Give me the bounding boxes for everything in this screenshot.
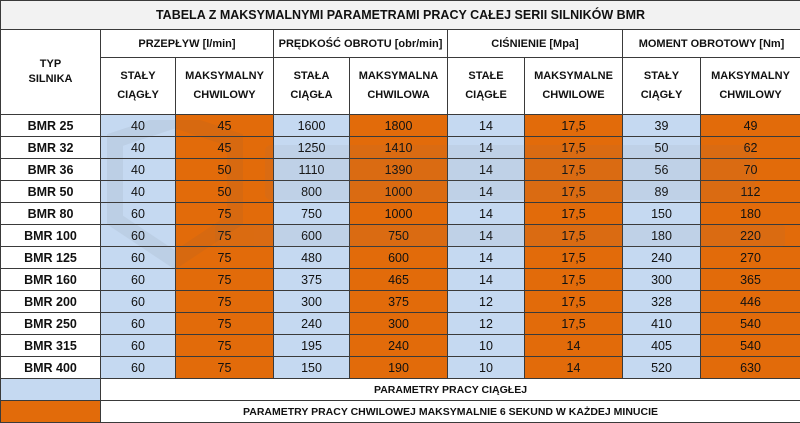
- pressure-const-cell: 14: [448, 159, 525, 181]
- speed-const-cell: 800: [274, 181, 350, 203]
- table-row: [1, 247, 800, 269]
- torque-max-cell: 365: [701, 269, 800, 291]
- subheader-line: CHWILOWA: [367, 89, 429, 101]
- model-cell: BMR 32: [1, 137, 101, 159]
- subheader-line: MAKSYMALNE: [534, 70, 613, 82]
- flow-max-cell: 75: [176, 225, 274, 247]
- table-row: [1, 313, 800, 335]
- type-header-line1: TYP: [40, 58, 61, 70]
- torque-const-cell: 410: [623, 313, 701, 335]
- speed-const-cell: 480: [274, 247, 350, 269]
- subheader-pressure-max: [525, 58, 623, 115]
- pressure-max-cell: 17,5: [525, 159, 623, 181]
- subheader-line: CIĄGŁA: [290, 89, 332, 101]
- speed-const-cell: 240: [274, 313, 350, 335]
- table-row: [1, 335, 800, 357]
- flow-const-cell: 40: [101, 137, 176, 159]
- torque-max-cell: 446: [701, 291, 800, 313]
- pressure-max-cell: 17,5: [525, 181, 623, 203]
- pressure-const-cell: 14: [448, 225, 525, 247]
- pressure-max-cell: 14: [525, 357, 623, 379]
- pressure-const-cell: 12: [448, 291, 525, 313]
- model-cell: BMR 200: [1, 291, 101, 313]
- flow-const-cell: 60: [101, 247, 176, 269]
- table-row: [1, 115, 800, 137]
- torque-max-cell: 62: [701, 137, 800, 159]
- speed-max-cell: 600: [350, 247, 448, 269]
- model-cell: BMR 100: [1, 225, 101, 247]
- model-cell: BMR 50: [1, 181, 101, 203]
- pressure-const-cell: 10: [448, 357, 525, 379]
- group-header-speed: PRĘDKOŚĆ OBROTU [obr/min]: [274, 30, 448, 58]
- torque-max-cell: 49: [701, 115, 800, 137]
- flow-const-cell: 40: [101, 115, 176, 137]
- legend-peak-label: PARAMETRY PRACY CHWILOWEJ MAKSYMALNIE 6 SEKUND W KAŻDEJ MINUCIE: [101, 401, 800, 423]
- pressure-const-cell: 14: [448, 269, 525, 291]
- flow-max-cell: 75: [176, 203, 274, 225]
- torque-const-cell: 50: [623, 137, 701, 159]
- torque-const-cell: 405: [623, 335, 701, 357]
- group-header-pressure: CIŚNIENIE [Mpa]: [448, 30, 623, 58]
- pressure-max-cell: 17,5: [525, 291, 623, 313]
- flow-max-cell: 75: [176, 357, 274, 379]
- model-cell: BMR 315: [1, 335, 101, 357]
- torque-max-cell: 540: [701, 335, 800, 357]
- speed-const-cell: 300: [274, 291, 350, 313]
- group-header-torque: MOMENT OBROTOWY [Nm]: [623, 30, 800, 58]
- torque-const-cell: 240: [623, 247, 701, 269]
- torque-max-cell: 270: [701, 247, 800, 269]
- subheader-line: MAKSYMALNY: [711, 70, 790, 82]
- pressure-max-cell: 17,5: [525, 115, 623, 137]
- model-cell: BMR 25: [1, 115, 101, 137]
- flow-const-cell: 60: [101, 203, 176, 225]
- speed-const-cell: 1600: [274, 115, 350, 137]
- flow-const-cell: 40: [101, 181, 176, 203]
- subheader-torque-max: [701, 58, 800, 115]
- speed-max-cell: 300: [350, 313, 448, 335]
- flow-const-cell: 60: [101, 313, 176, 335]
- speed-const-cell: 1110: [274, 159, 350, 181]
- flow-max-cell: 45: [176, 115, 274, 137]
- pressure-max-cell: 17,5: [525, 247, 623, 269]
- torque-const-cell: 39: [623, 115, 701, 137]
- subheader-line: STAŁE: [468, 70, 503, 82]
- pressure-const-cell: 14: [448, 115, 525, 137]
- speed-max-cell: 1410: [350, 137, 448, 159]
- table-row: [1, 269, 800, 291]
- pressure-const-cell: 10: [448, 335, 525, 357]
- table-row: [1, 181, 800, 203]
- speed-const-cell: 195: [274, 335, 350, 357]
- speed-const-cell: 375: [274, 269, 350, 291]
- flow-const-cell: 60: [101, 291, 176, 313]
- group-header-flow: PRZEPŁYW [l/min]: [101, 30, 274, 58]
- speed-const-cell: 1250: [274, 137, 350, 159]
- subheader-line: CIĄGŁY: [117, 89, 159, 101]
- table-row: [1, 137, 800, 159]
- speed-max-cell: 750: [350, 225, 448, 247]
- speed-max-cell: 1000: [350, 203, 448, 225]
- torque-const-cell: 520: [623, 357, 701, 379]
- torque-const-cell: 328: [623, 291, 701, 313]
- torque-const-cell: 180: [623, 225, 701, 247]
- torque-const-cell: 300: [623, 269, 701, 291]
- pressure-const-cell: 12: [448, 313, 525, 335]
- torque-const-cell: 89: [623, 181, 701, 203]
- flow-max-cell: 75: [176, 335, 274, 357]
- flow-max-cell: 75: [176, 291, 274, 313]
- subheader-line: CIĄGŁY: [641, 89, 683, 101]
- flow-max-cell: 45: [176, 137, 274, 159]
- pressure-max-cell: 14: [525, 335, 623, 357]
- model-cell: BMR 250: [1, 313, 101, 335]
- table-row: [1, 225, 800, 247]
- model-cell: BMR 400: [1, 357, 101, 379]
- speed-const-cell: 150: [274, 357, 350, 379]
- model-cell: BMR 80: [1, 203, 101, 225]
- pressure-max-cell: 17,5: [525, 203, 623, 225]
- flow-const-cell: 40: [101, 159, 176, 181]
- type-header: [1, 30, 101, 115]
- legend-continuous-label: PARAMETRY PRACY CIĄGŁEJ: [101, 379, 800, 401]
- flow-max-cell: 50: [176, 181, 274, 203]
- torque-const-cell: 150: [623, 203, 701, 225]
- subheader-line: MAKSYMALNA: [359, 70, 438, 82]
- speed-const-cell: 750: [274, 203, 350, 225]
- subheader-flow-const: [101, 58, 176, 115]
- subheader-pressure-const: [448, 58, 525, 115]
- pressure-const-cell: 14: [448, 203, 525, 225]
- flow-max-cell: 75: [176, 313, 274, 335]
- pressure-max-cell: 17,5: [525, 313, 623, 335]
- flow-max-cell: 75: [176, 269, 274, 291]
- torque-max-cell: 70: [701, 159, 800, 181]
- subheader-torque-const: [623, 58, 701, 115]
- torque-max-cell: 540: [701, 313, 800, 335]
- speed-max-cell: 465: [350, 269, 448, 291]
- subheader-flow-max: [176, 58, 274, 115]
- table-row: [1, 357, 800, 379]
- speed-max-cell: 240: [350, 335, 448, 357]
- subheader-line: MAKSYMALNY: [185, 70, 264, 82]
- table-row: [1, 159, 800, 181]
- subheader-speed-const: [274, 58, 350, 115]
- speed-max-cell: 1390: [350, 159, 448, 181]
- subheader-speed-max: [350, 58, 448, 115]
- flow-max-cell: 50: [176, 159, 274, 181]
- torque-max-cell: 220: [701, 225, 800, 247]
- flow-const-cell: 60: [101, 357, 176, 379]
- flow-const-cell: 60: [101, 335, 176, 357]
- table-row: [1, 203, 800, 225]
- speed-max-cell: 190: [350, 357, 448, 379]
- flow-const-cell: 60: [101, 225, 176, 247]
- pressure-max-cell: 17,5: [525, 137, 623, 159]
- speed-max-cell: 1000: [350, 181, 448, 203]
- pressure-max-cell: 17,5: [525, 225, 623, 247]
- pressure-const-cell: 14: [448, 181, 525, 203]
- pressure-max-cell: 17,5: [525, 269, 623, 291]
- speed-const-cell: 600: [274, 225, 350, 247]
- subheader-line: CHWILOWE: [542, 89, 604, 101]
- subheader-line: STAŁY: [644, 70, 679, 82]
- table-title: TABELA Z MAKSYMALNYMI PARAMETRAMI PRACY CAŁEJ SERII SILNIKÓW BMR: [1, 1, 800, 30]
- legend-swatch-continuous: [1, 379, 101, 401]
- torque-max-cell: 112: [701, 181, 800, 203]
- legend-swatch-peak: [1, 401, 101, 423]
- subheader-line: STAŁY: [120, 70, 155, 82]
- torque-const-cell: 56: [623, 159, 701, 181]
- flow-max-cell: 75: [176, 247, 274, 269]
- model-cell: BMR 160: [1, 269, 101, 291]
- subheader-line: CIĄGŁE: [465, 89, 507, 101]
- flow-const-cell: 60: [101, 269, 176, 291]
- speed-max-cell: 375: [350, 291, 448, 313]
- subheader-line: CHWILOWY: [193, 89, 255, 101]
- pressure-const-cell: 14: [448, 137, 525, 159]
- subheader-line: STAŁA: [294, 70, 330, 82]
- model-cell: BMR 125: [1, 247, 101, 269]
- speed-max-cell: 1800: [350, 115, 448, 137]
- torque-max-cell: 630: [701, 357, 800, 379]
- pressure-const-cell: 14: [448, 247, 525, 269]
- subheader-line: CHWILOWY: [719, 89, 781, 101]
- table-row: [1, 291, 800, 313]
- torque-max-cell: 180: [701, 203, 800, 225]
- model-cell: BMR 36: [1, 159, 101, 181]
- type-header-line2: SILNIKA: [29, 73, 73, 85]
